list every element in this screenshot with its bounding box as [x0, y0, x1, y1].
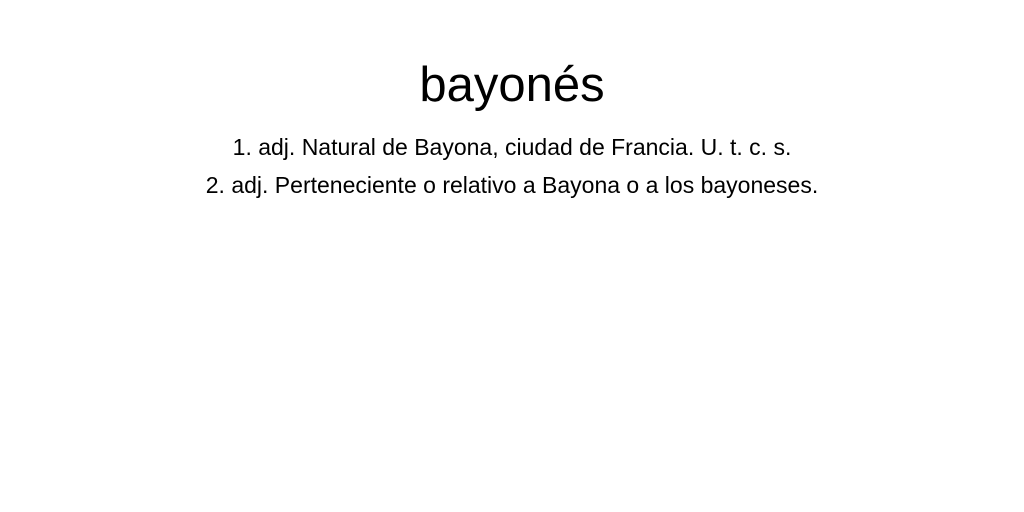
- definition-list: [0, 128, 1024, 204]
- headword: bayonés: [419, 58, 605, 112]
- definition-item: 2. adj. Perteneciente o relativo a Bayona o a los bayoneses.: [205, 172, 819, 198]
- definition-item: 1. adj. Natural de Bayona, ciudad de Francia. U. t. c. s.: [232, 134, 792, 160]
